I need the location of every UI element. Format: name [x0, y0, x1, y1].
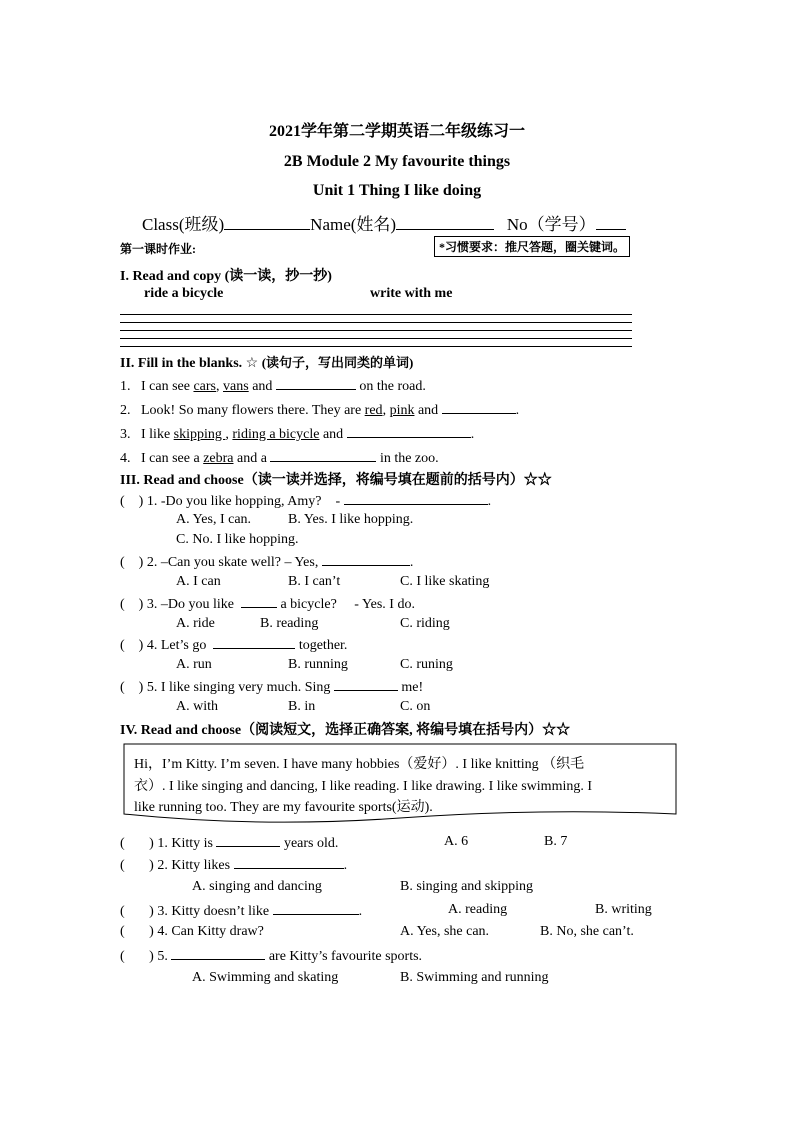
question-stem: ) 2. Kitty likes	[149, 858, 231, 873]
option-b: B. 7	[544, 834, 568, 849]
option-a: A. ride	[176, 616, 215, 631]
option-a: A. with	[176, 699, 218, 714]
option-b: B. writing	[595, 902, 652, 917]
homework-label: 第一课时作业:	[120, 242, 196, 256]
fill-item-1	[120, 377, 426, 395]
section-4-title: IV. Read and choose（阅读短文，选择正确答案, 将编号填在括号内）☆☆	[120, 723, 571, 738]
q4-4	[120, 924, 264, 940]
module-title: 2B Module 2 My favourite things	[283, 153, 511, 170]
fill-item-2	[120, 401, 519, 419]
option-a: A. Yes, she can.	[400, 924, 490, 939]
example-word: pink	[389, 403, 415, 418]
option-a: A. reading	[448, 902, 508, 917]
option-b: B. I can’t	[288, 574, 341, 589]
item-number: 2.	[120, 403, 131, 418]
option-b: B. in	[288, 699, 316, 714]
page-title: 2021学年第二学期英语二年级练习一	[268, 123, 525, 140]
option-b: B. Yes. I like hopping.	[288, 512, 414, 527]
copy-word-2: write with me	[370, 286, 453, 301]
question-stem: ) 2. –Can you skate well? – Yes,	[138, 555, 319, 570]
q4-3: ( ) 3. Kitty doesn’t like .	[120, 904, 363, 919]
student-info-row	[142, 210, 626, 235]
answer-blank[interactable]	[322, 553, 410, 566]
example-word: skipping	[173, 427, 226, 442]
option-b: B. No, she can’t.	[540, 924, 634, 939]
question-stem: ) 4. Can Kitty draw?	[149, 924, 264, 939]
answer-bracket[interactable]: (	[120, 949, 150, 964]
q4-2: ( ) 2. Kitty likes .	[120, 858, 348, 873]
section-2-heading	[120, 352, 413, 372]
question-stem: a bicycle?	[280, 597, 337, 612]
question-stem: years old.	[283, 836, 339, 851]
option-b: B. reading	[260, 616, 319, 631]
unit-title: Unit 1 Thing I like doing	[312, 182, 482, 199]
copy-word-1: ride a bicycle	[144, 286, 224, 301]
habit-note-box: *习惯要求：推尺答题，圈关键词。	[434, 236, 630, 257]
question-stem: ) 1. Kitty is	[149, 836, 213, 851]
answer-bracket[interactable]: (	[120, 638, 139, 653]
fill-item-3	[120, 425, 474, 443]
answer-bracket[interactable]: (	[120, 836, 150, 851]
item-number: 1.	[120, 379, 131, 394]
question-stem: ) 1. -Do you like hopping, Amy?	[138, 494, 322, 509]
answer-blank[interactable]	[347, 425, 471, 438]
section-2-title: II. Fill in the blanks.	[120, 356, 243, 371]
item-text: and a	[233, 451, 271, 466]
question-stem: ) 3. –Do you like	[138, 597, 234, 612]
section-2-hint: (读句子，写出同类的单词)	[261, 355, 414, 370]
option-c: C. riding	[400, 616, 450, 631]
name-label: Name(姓名)	[310, 215, 397, 234]
answer-blank[interactable]	[171, 947, 265, 960]
example-word: vans	[223, 379, 249, 394]
answer-blank[interactable]	[213, 636, 295, 649]
option-a: A. Yes, I can.	[176, 512, 252, 527]
answer-blank[interactable]	[273, 902, 359, 915]
answer-bracket[interactable]: (	[120, 680, 139, 695]
class-label: Class(班级)	[142, 215, 225, 234]
answer-blank[interactable]	[442, 401, 516, 414]
option-c: C. runing	[400, 657, 453, 672]
answer-bracket[interactable]: (	[120, 597, 139, 612]
item-text: in the zoo.	[376, 451, 439, 466]
option-c: C. on	[400, 699, 431, 714]
question-text: - Yes. I do.	[354, 597, 415, 612]
q4-5	[120, 947, 422, 965]
answer-blank[interactable]	[216, 834, 280, 847]
question-text: -	[335, 494, 341, 509]
writing-line[interactable]	[120, 322, 632, 323]
option-a: A. I can	[176, 574, 221, 589]
answer-bracket[interactable]: (	[120, 858, 150, 873]
example-word: red	[364, 403, 383, 418]
option-a: A. Swimming and skating	[192, 970, 339, 985]
item-number: 4.	[120, 451, 131, 466]
writing-line[interactable]	[120, 338, 632, 339]
item-text: I like	[141, 427, 174, 442]
question-stem: ) 3. Kitty doesn’t like	[149, 904, 270, 919]
item-text: and	[248, 379, 276, 394]
question-stem: are Kitty’s favourite sports.	[268, 949, 423, 964]
answer-blank[interactable]	[241, 595, 277, 608]
question-stem: ) 5.	[149, 949, 168, 964]
option-b: B. running	[288, 657, 348, 672]
question-stem: ) 5. I like singing very much. Sing	[138, 680, 331, 695]
answer-blank[interactable]	[276, 377, 356, 390]
q4-1	[120, 834, 338, 852]
option-c: C. I like skating	[400, 574, 490, 589]
option-a: A. run	[176, 657, 212, 672]
writing-line[interactable]	[120, 314, 632, 315]
item-number: 3.	[120, 427, 131, 442]
question-stem: me!	[401, 680, 424, 695]
answer-blank[interactable]	[270, 449, 376, 462]
answer-bracket[interactable]: (	[120, 924, 150, 939]
q3-5	[120, 678, 423, 696]
passage-line: 衣）. I like singing and dancing, I like reading. I like drawing. I like swimming. I	[134, 779, 593, 794]
item-text: I can see a	[141, 451, 204, 466]
answer-blank[interactable]	[334, 678, 398, 691]
example-word: cars	[193, 379, 217, 394]
question-stem: ) 4. Let’s go	[138, 638, 207, 653]
section-3-title: III. Read and choose（读一读并选择，将编号填在题前的括号内）☆☆	[120, 473, 552, 488]
star-icon: ☆	[245, 356, 259, 371]
item-text: and	[414, 403, 442, 418]
option-c: C. No. I like hopping.	[176, 532, 299, 547]
item-text: and	[319, 427, 347, 442]
writing-line[interactable]	[120, 346, 632, 347]
item-text: .	[515, 403, 520, 418]
item-text: ,	[382, 403, 390, 418]
no-field[interactable]	[596, 217, 626, 230]
answer-bracket[interactable]: (	[120, 904, 150, 919]
option-a: A. 6	[444, 834, 469, 849]
passage-line: Hi，I’m Kitty. I’m seven. I have many hobbies（爱好）. I like knitting （织毛	[134, 757, 585, 772]
answer-bracket[interactable]: (	[120, 555, 139, 570]
item-text: .	[470, 427, 475, 442]
answer-blank[interactable]	[234, 856, 344, 869]
item-text: ,	[216, 379, 224, 394]
passage-line: like running too. They are my favourite sports(运动).	[134, 800, 433, 815]
no-label: No（学号）	[506, 215, 596, 234]
example-word: zebra	[203, 451, 234, 466]
option-b: B. singing and skipping	[400, 879, 534, 894]
q3-1: ( ) 1. -Do you like hopping, Amy? - .	[120, 494, 492, 509]
question-stem: together.	[298, 638, 348, 653]
class-field[interactable]	[224, 217, 310, 230]
item-text: I can see	[141, 379, 194, 394]
section-1-title: I. Read and copy (读一读，抄一抄)	[120, 269, 332, 284]
name-field[interactable]	[396, 217, 494, 230]
item-text: ,	[225, 427, 233, 442]
example-word: riding a bicycle	[232, 427, 320, 442]
q3-4	[120, 636, 347, 654]
item-text: Look! So many flowers there. They are	[141, 403, 365, 418]
answer-bracket[interactable]: (	[120, 494, 139, 509]
answer-blank[interactable]	[344, 492, 488, 505]
writing-line[interactable]	[120, 330, 632, 331]
q3-2: ( ) 2. –Can you skate well? – Yes, .	[120, 555, 414, 570]
q3-3	[120, 595, 415, 613]
item-text: on the road.	[355, 379, 426, 394]
option-a: A. singing and dancing	[192, 879, 322, 894]
option-b: B. Swimming and running	[400, 970, 549, 985]
fill-item-4	[120, 449, 439, 467]
